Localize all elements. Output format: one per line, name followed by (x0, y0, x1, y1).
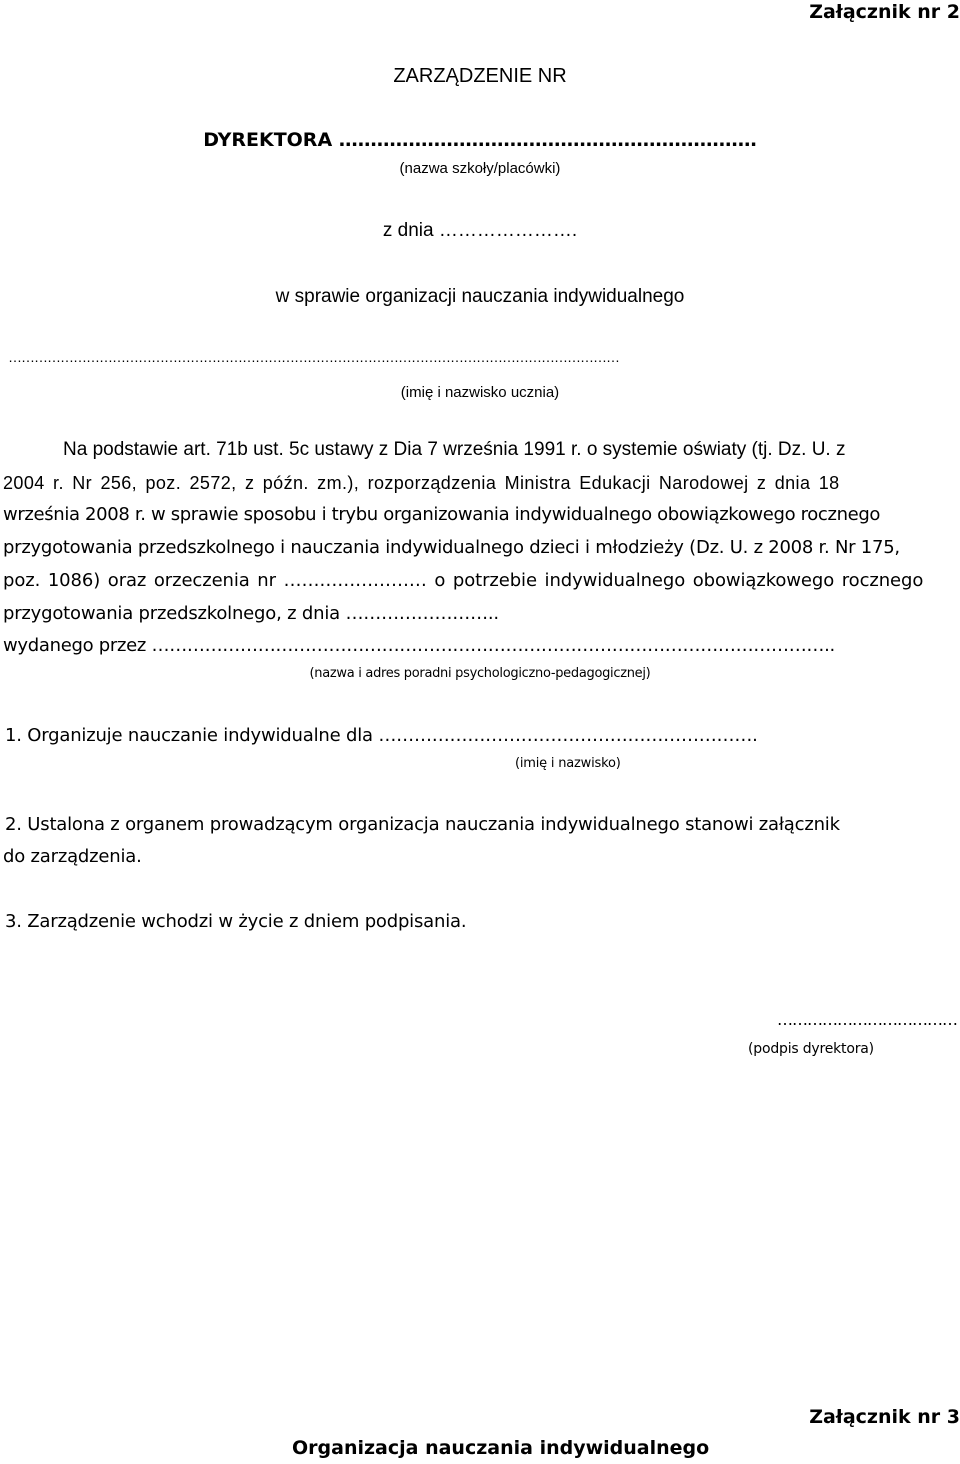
paragraph-line-7: wydanego przez …………………………………………………………………………………………………….. (3, 635, 835, 656)
paragraph-line-6: przygotowania przedszkolnego, z dnia …………………….. (3, 603, 499, 624)
signature-dots: ……………………………… (777, 1010, 957, 1029)
clinic-caption: (nazwa i adres poradni psychologiczno-pedagogicznej) (309, 666, 651, 681)
attachment-label-bottom: Załącznik nr 3 (809, 1406, 960, 1428)
school-caption: (nazwa szkoły/placówki) (399, 160, 561, 177)
paragraph-line-3: września 2008 r. w sprawie sposobu i trybu organizowania indywidualnego obowiązkowego rocznego (3, 504, 881, 525)
student-caption: (imię i nazwisko ucznia) (400, 384, 560, 401)
point-1-caption: (imię i nazwisko) (515, 756, 621, 771)
document-title: ZARZĄDZENIE NR (393, 65, 567, 87)
date-line: z dnia …………………. (382, 220, 578, 241)
subject-line: w sprawie organizacji nauczania indywidualnego (275, 286, 685, 307)
point-2-line-2: do zarządzenia. (3, 846, 142, 867)
point-2-line-1: 2. Ustalona z organem prowadzącym organizacja nauczania indywidualnego stanowi załącznik (5, 814, 840, 835)
signature-caption: (podpis dyrektora) (748, 1041, 874, 1057)
director-line: DYREKTORA ………………………………………………………… (203, 129, 757, 151)
point-3: 3. Zarządzenie wchodzi w życie z dniem podpisania. (5, 911, 467, 932)
student-name-dots: …………………………………………………………………………………………………………………………… (8, 350, 619, 364)
point-1: 1. Organizuje nauczanie indywidualne dla ………………………………………………………. (5, 725, 758, 746)
paragraph-line-2: 2004 r. Nr 256, poz. 2572, z późn. zm.), rozporządzenia Ministra Edukacji Narodowej z dnia 18 (3, 473, 840, 493)
attachment-label-top: Załącznik nr 2 (809, 1, 960, 23)
paragraph-line-5: poz. 1086) oraz orzeczenia nr …………………… o potrzebie indywidualnego obowiązkowego rocznego (3, 570, 924, 591)
next-document-title: Organizacja nauczania indywidualnego (292, 1437, 710, 1459)
paragraph-line-1: Na podstawie art. 71b ust. 5c ustawy z Dia 7 września 1991 r. o systemie oświaty (tj. Dz. U. z (63, 439, 846, 460)
paragraph-line-4: przygotowania przedszkolnego i nauczania indywidualnego dzieci i młodzieży (Dz. U. z 2008 r. Nr 175, (3, 537, 900, 558)
